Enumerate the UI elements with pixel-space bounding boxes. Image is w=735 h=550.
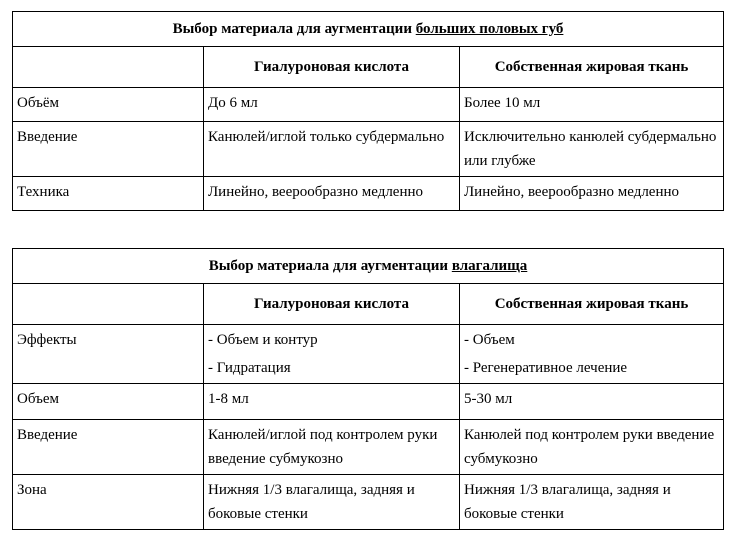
table-row-volume bbox=[13, 88, 724, 122]
vagina-table bbox=[12, 248, 724, 530]
cell-hyaluronic: Линейно, веерообразно медленно bbox=[204, 177, 460, 211]
cell-fat: 5-30 мл bbox=[460, 384, 724, 420]
row-label: Введение bbox=[13, 122, 204, 177]
row-label: Объём bbox=[13, 88, 204, 122]
table-row-injection bbox=[13, 420, 724, 475]
empty-header-cell bbox=[13, 284, 204, 325]
cell-hyaluronic bbox=[204, 325, 460, 384]
cell-hyaluronic: До 6 мл bbox=[204, 88, 460, 122]
row-label: Эффекты bbox=[13, 325, 204, 384]
table-row-technique bbox=[13, 177, 724, 211]
cell-fat: Более 10 мл bbox=[460, 88, 724, 122]
cell-fat: Исключительно канюлей субдермально или глубже bbox=[460, 122, 724, 177]
cell-hyaluronic: Канюлей/иглой только субдермально bbox=[204, 122, 460, 177]
table-row-volume bbox=[13, 384, 724, 420]
list-item: - Гидратация bbox=[208, 360, 291, 376]
table-title bbox=[13, 249, 724, 284]
list-item: - Объем bbox=[464, 332, 515, 348]
column-header-hyaluronic: Гиалуроновая кислота bbox=[204, 284, 460, 325]
list-item: - Регенеративное лечение bbox=[464, 360, 628, 376]
cell-hyaluronic: 1-8 мл bbox=[204, 384, 460, 420]
cell-hyaluronic: Канюлей/иглой под контролем руки введение субмукозно bbox=[204, 420, 460, 475]
cell-fat: Канюлей под контролем руки введение субмукозно bbox=[460, 420, 724, 475]
table-row-zone bbox=[13, 475, 724, 530]
row-label: Зона bbox=[13, 475, 204, 530]
row-label: Введение bbox=[13, 420, 204, 475]
cell-fat bbox=[460, 325, 724, 384]
table-title-prefix: Выбор материала для аугментации bbox=[172, 20, 416, 37]
labia-majora-table bbox=[12, 11, 724, 211]
column-header-fat: Собственная жировая ткань bbox=[460, 284, 724, 325]
table-title-prefix: Выбор материала для аугментации bbox=[208, 257, 452, 274]
table-title-underlined: больших половых губ bbox=[415, 20, 564, 37]
row-label: Объем bbox=[13, 384, 204, 420]
table-title-underlined: влагалища bbox=[451, 257, 528, 274]
cell-hyaluronic: Нижняя 1/3 влагалища, задняя и боковые стенки bbox=[204, 475, 460, 530]
empty-header-cell bbox=[13, 47, 204, 88]
cell-fat: Нижняя 1/3 влагалища, задняя и боковые стенки bbox=[460, 475, 724, 530]
table-row-injection bbox=[13, 122, 724, 177]
row-label: Техника bbox=[13, 177, 204, 211]
column-header-fat: Собственная жировая ткань bbox=[460, 47, 724, 88]
column-header-hyaluronic: Гиалуроновая кислота bbox=[204, 47, 460, 88]
list-item: - Объем и контур bbox=[208, 332, 318, 348]
table-row-effects bbox=[13, 325, 724, 384]
table-title bbox=[13, 12, 724, 47]
cell-fat: Линейно, веерообразно медленно bbox=[460, 177, 724, 211]
